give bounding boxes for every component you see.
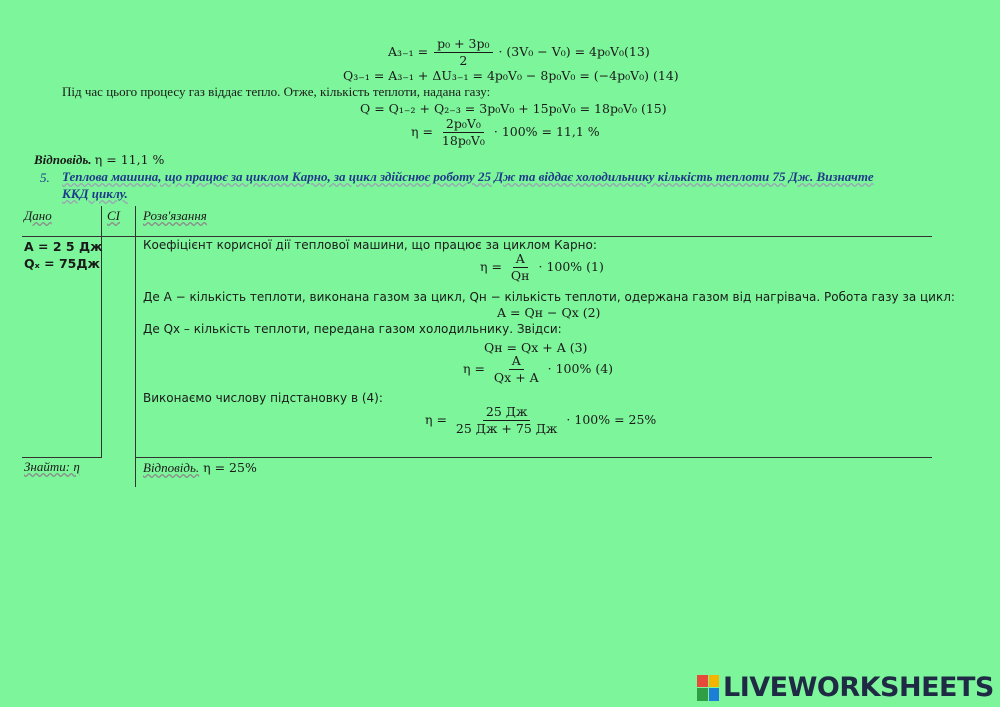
- header-given: Дано: [24, 208, 52, 223]
- table-top-line: [22, 236, 932, 237]
- equation-14: Q₃₋₁ = A₃₋₁ + ΔU₃₋₁ = 4p₀V₀ − 8p₀V₀ = (−4p₀V₀) (14): [343, 68, 679, 83]
- solution-line2: Де A − кількість теплоти, виконана газом за цикл, Qн − кількість теплоти, одержана газом від нагрівача. Робота газу за цикл:: [143, 290, 955, 304]
- solution-line4: Виконаємо числову підстановку в (4):: [143, 391, 383, 405]
- header-solution: Розв'язання: [143, 208, 207, 223]
- equation-1: η = $\frac{A}{Qн}$ · 100% (1): [480, 251, 604, 283]
- fraction: $\frac{\text{2p₀V₀}}{\text{18p₀V₀}}$: [441, 116, 485, 148]
- find-label: Знайти: η: [24, 459, 80, 474]
- given-work: A = 2 5 Дж: [24, 239, 103, 254]
- fraction: $\frac{A}{Qн}$: [510, 251, 530, 283]
- logo-icon: [697, 675, 719, 701]
- task-statement-line1: Теплова машина, що працює за циклом Карно, за цикл здійснює роботу 25 Дж та віддає холодильнику кількість теплоти 75 Дж. Визначте: [62, 169, 874, 184]
- liveworksheets-logo: LIVEWORKSHEETS: [697, 672, 994, 703]
- equation-15: Q = Q₁₋₂ + Q₂₋₃ = 3p₀V₀ + 15p₀V₀ = 18p₀V₀ (15): [360, 101, 667, 116]
- solution-line3: Де Qх – кількість теплоти, передана газом холодильнику. Звідси:: [143, 322, 562, 336]
- table-divider-si: [135, 206, 136, 487]
- equation-5: η = $\frac{25 Дж}{25 Дж + 75 Дж}$ · 100% = 25%: [425, 404, 657, 436]
- fraction: $\frac{25 Дж}{25 Дж + 75 Дж}$: [455, 404, 558, 436]
- header-si: СІ: [107, 208, 120, 223]
- table-bottom-line: [136, 457, 932, 458]
- equation-3: Qн = Qх + A (3): [484, 340, 588, 355]
- equation-4: η = $\frac{A}{Qх + A}$ · 100% (4): [463, 353, 614, 385]
- fraction: $\frac{A}{Qх + A}$: [493, 353, 539, 385]
- solution-line1: Коефіцієнт корисної дії теплової машини, що працює за циклом Карно:: [143, 238, 597, 252]
- table-given-bottom-line: [22, 457, 102, 458]
- task-statement-line2: ККД циклу.: [62, 186, 128, 201]
- previous-answer: Відповідь. η = 11,1 %: [34, 152, 165, 167]
- final-answer: Відповідь. η = 25%: [143, 460, 257, 475]
- task-number: 5.: [40, 170, 50, 185]
- fraction: $\frac{\text{p₀ + 3p₀}}{2}$: [434, 37, 492, 68]
- given-heat-cold: Qₓ = 75Дж: [24, 256, 100, 271]
- equation-13: A₃₋₁ = $\frac{\text{p₀ + 3p₀}}{2}$ · (3V₀ − V₀) = 4p₀V₀(13): [388, 36, 650, 68]
- equation-efficiency-previous: η = $\frac{\text{2p₀V₀}}{\text{18p₀V₀}}$ · 100% = 11,1 %: [411, 116, 600, 148]
- heat-text: Під час цього процесу газ віддає тепло. Отже, кількість теплоти, надана газу:: [62, 84, 491, 99]
- equation-2: A = Qн − Qх (2): [497, 305, 601, 320]
